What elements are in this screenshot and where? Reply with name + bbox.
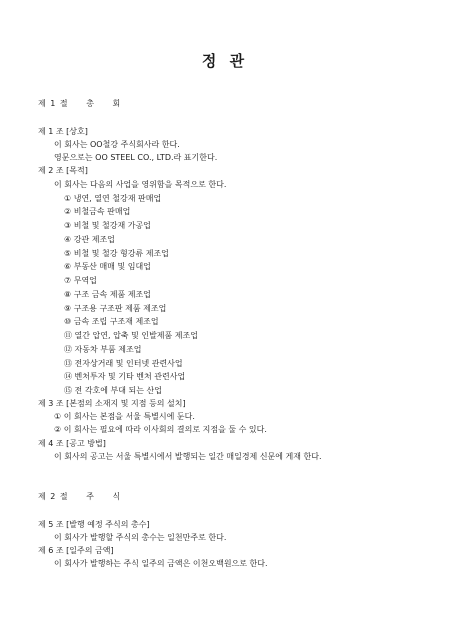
chapter-1-heading <box>38 99 121 109</box>
article-2-item-1: ① 냉연, 열연 철강재 판매업 <box>64 194 162 203</box>
article-1-line-2: 영문으로는 OO STEEL CO., LTD.라 표기한다. <box>54 153 218 162</box>
article-2-item-2: ② 비철금속 판매업 <box>64 207 131 216</box>
article-2-heading: 제 2 조 [목적] <box>38 166 88 175</box>
chapter-1-title-part2: 회 <box>112 99 122 108</box>
chapter-1-number: 제 1 절 <box>38 99 69 108</box>
article-2-item-11: ⑪ 열간 압연, 압축 및 인발제품 제조업 <box>64 331 198 340</box>
article-2-item-9: ⑨ 구조용 구조판 제품 제조업 <box>64 304 167 313</box>
article-1-line-1: 이 회사는 OO철강 주식회사라 한다. <box>54 140 180 149</box>
article-4-heading: 제 4 조 [공고 방법] <box>38 439 106 448</box>
chapter-2-title-part2: 식 <box>112 492 122 501</box>
article-3-line-1: ① 이 회사는 본점을 서울 특별시에 둔다. <box>54 412 195 421</box>
article-2-item-14: ⑭ 벤처투자 및 기타 벤처 관련사업 <box>64 372 186 381</box>
article-2-item-15: ⑮ 전 각호에 부대 되는 산업 <box>64 386 162 395</box>
article-2-item-3: ③ 비철 및 철강재 가공업 <box>64 221 151 230</box>
article-2-item-4: ④ 강관 제조업 <box>64 235 115 244</box>
article-2-item-12: ⑫ 자동차 부품 제조업 <box>64 345 142 354</box>
document-title: 정 관 <box>201 52 249 70</box>
article-2-item-6: ⑥ 부동산 매매 및 임대업 <box>64 262 151 271</box>
chapter-2-heading <box>38 492 121 502</box>
article-3-heading: 제 3 조 [본점의 소재지 및 지점 등의 설치] <box>38 399 186 408</box>
article-6-line-1: 이 회사가 발행하는 주식 일주의 금액은 이천오백원으로 한다. <box>54 559 268 568</box>
article-2-item-13: ⑬ 전자상거래 및 인터넷 관련사업 <box>64 359 183 368</box>
article-1-heading: 제 1 조 [상호] <box>38 127 88 136</box>
chapter-2-title-part1: 주 <box>86 492 95 501</box>
article-2-item-5: ⑤ 비철 및 철강 형강류 제조업 <box>64 249 169 258</box>
article-4-line-1: 이 회사의 공고는 서울 특별시에서 발행되는 일간 매일경제 신문에 게재 한다. <box>54 452 322 461</box>
article-5-heading: 제 5 조 [발행 예정 주식의 총수] <box>38 520 150 529</box>
article-2-intro: 이 회사는 다음의 사업을 영위함을 목적으로 한다. <box>54 180 227 189</box>
article-3-line-2: ② 이 회사는 필요에 따라 이사회의 결의로 지점을 둘 수 있다. <box>54 425 267 434</box>
chapter-2-number: 제 2 절 <box>38 492 69 501</box>
article-2-item-7: ⑦ 무역업 <box>64 276 97 285</box>
article-5-line-1: 이 회사가 발행할 주식의 총수는 일천만주로 한다. <box>54 533 227 542</box>
article-6-heading: 제 6 조 [일주의 금액] <box>38 546 114 555</box>
article-2-item-8: ⑧ 구조 금속 제품 제조업 <box>64 290 151 299</box>
chapter-1-title-part1: 총 <box>86 99 95 108</box>
article-2-item-10: ⑩ 금속 조립 구조재 제조업 <box>64 317 159 326</box>
